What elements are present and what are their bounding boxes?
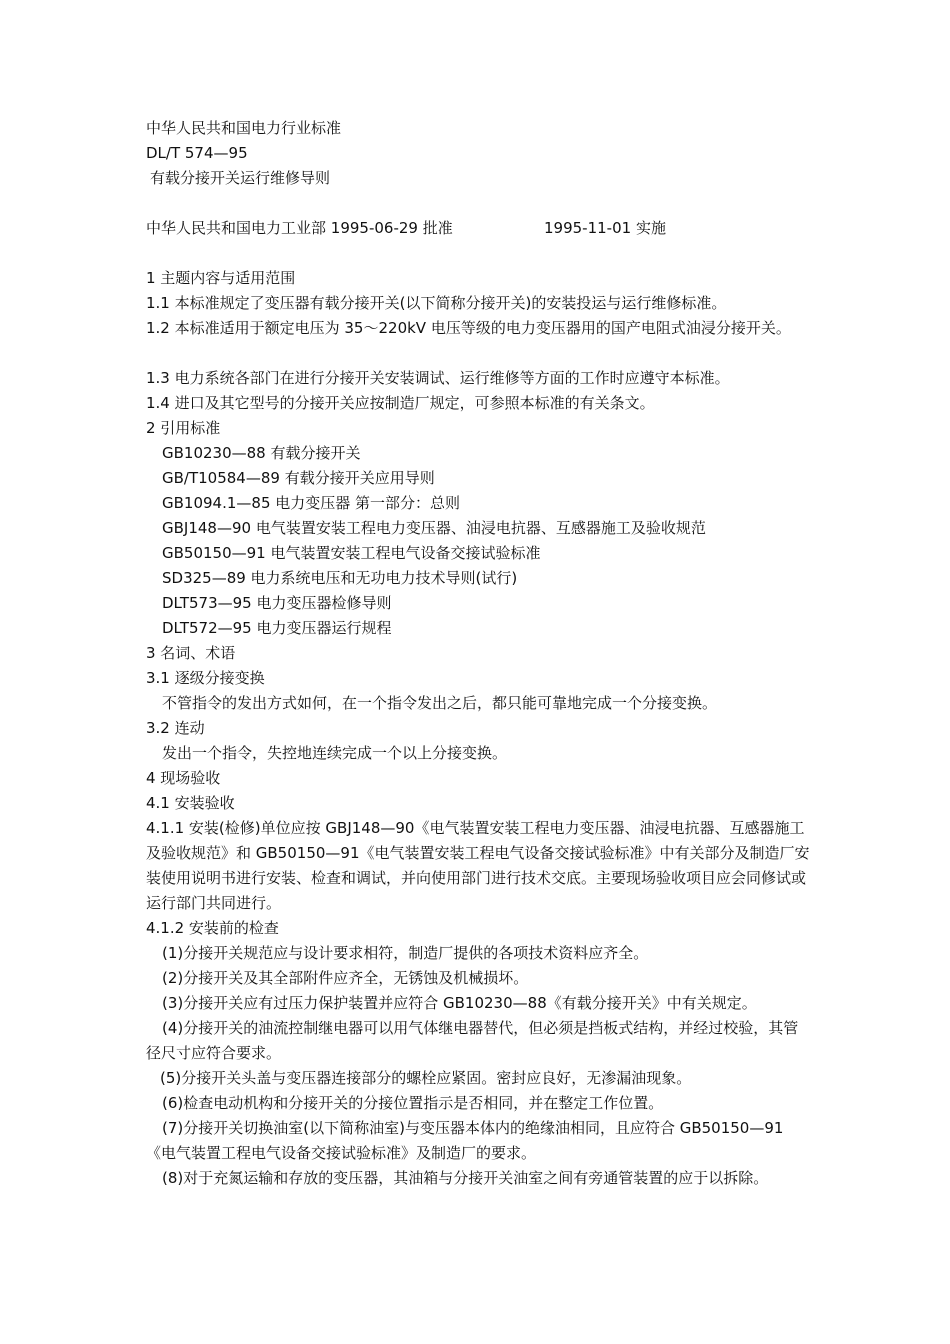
section-3-heading: 3 名词、术语 bbox=[146, 644, 236, 662]
clause-4-1-heading: 4.1 安装验收 bbox=[146, 794, 235, 812]
clause-1-3: 1.3 电力系统各部门在进行分接开关安装调试、运行维修等方面的工作时应遵守本标准。 bbox=[146, 369, 730, 387]
clause-3-2-text: 发出一个指令，失控地连续完成一个以上分接变换。 bbox=[162, 744, 508, 762]
clause-4-1-1: 4.1.1 安装(检修)单位应按 GBJ148—90《电气装置安装工程电力变压器、油浸电抗器、互感器施工及验收规范》和 GB50150—91《电气装置安装工程电气设备交接试验标准》中有关部分及制造厂安装使用说明书进行安装、检查和调试，并向使用部门进行技术交底。主要现场验收项目应会同修试或运行部门共同进行。 bbox=[146, 819, 810, 912]
check-item: (1)分接开关规范应与设计要求相符，制造厂提供的各项技术资料应齐全。 bbox=[162, 944, 649, 962]
reference-item: GB10230—88 有载分接开关 bbox=[162, 444, 361, 462]
reference-item: SD325—89 电力系统电压和无功电力技术导则(试行) bbox=[162, 569, 518, 587]
reference-item: GB1094.1—85 电力变压器 第一部分：总则 bbox=[162, 494, 461, 512]
approval-line: 中华人民共和国电力工业部 1995-06-29 批准 bbox=[146, 219, 453, 237]
clause-1-1: 1.1 本标准规定了变压器有载分接开关(以下简称分接开关)的安装投运与运行维修标准。 bbox=[146, 294, 727, 312]
reference-item: DLT572—95 电力变压器运行规程 bbox=[162, 619, 392, 637]
reference-item: DLT573—95 电力变压器检修导则 bbox=[162, 594, 392, 612]
clause-1-4: 1.4 进口及其它型号的分接开关应按制造厂规定，可参照本标准的有关条文。 bbox=[146, 394, 655, 412]
check-item: (7)分接开关切换油室(以下简称油室)与变压器本体内的绝缘油相同，且应符合 GB50150—91《电气装置工程电气设备交接试验标准》及制造厂的要求。 bbox=[146, 1119, 784, 1162]
check-item: (6)检查电动机构和分接开关的分接位置指示是否相同，并在整定工作位置。 bbox=[162, 1094, 664, 1112]
clause-3-2-heading: 3.2 连动 bbox=[146, 719, 205, 737]
section-2-heading: 2 引用标准 bbox=[146, 419, 221, 437]
check-item: (4)分接开关的油流控制继电器可以用气体继电器替代，但必须是挡板式结构，并经过校验，其管径尺寸应符合要求。 bbox=[146, 1019, 799, 1062]
section-4-heading: 4 现场验收 bbox=[146, 769, 221, 787]
clause-3-1-heading: 3.1 逐级分接变换 bbox=[146, 669, 265, 687]
check-item: (2)分接开关及其全部附件应齐全，无锈蚀及机械损坏。 bbox=[162, 969, 529, 987]
standard-code: DL/T 574—95 bbox=[146, 144, 248, 162]
reference-item: GB50150—91 电气装置安装工程电气设备交接试验标准 bbox=[162, 544, 541, 562]
section-1-heading: 1 主题内容与适用范围 bbox=[146, 269, 296, 287]
clause-4-1-2-heading: 4.1.2 安装前的检查 bbox=[146, 919, 279, 937]
check-item: (3)分接开关应有过压力保护装置并应符合 GB10230—88《有载分接开关》中有关规定。 bbox=[162, 994, 757, 1012]
standard-org: 中华人民共和国电力行业标准 bbox=[146, 119, 342, 137]
clause-3-1-text: 不管指令的发出方式如何，在一个指令发出之后，都只能可靠地完成一个分接变换。 bbox=[162, 694, 718, 712]
effective-date: 1995-11-01 实施 bbox=[544, 219, 666, 237]
reference-item: GBJ148—90 电气装置安装工程电力变压器、油浸电抗器、互感器施工及验收规范 bbox=[162, 519, 706, 537]
reference-item: GB/T10584—89 有载分接开关应用导则 bbox=[162, 469, 435, 487]
check-item: (5)分接开关头盖与变压器连接部分的螺栓应紧固。密封应良好，无渗漏油现象。 bbox=[160, 1069, 692, 1087]
clause-1-2: 1.2 本标准适用于额定电压为 35～220kV 电压等级的电力变压器用的国产电阻式油浸分接开关。 bbox=[146, 319, 791, 337]
document-title: 有载分接开关运行维修导则 bbox=[150, 169, 331, 187]
check-item: (8)对于充氮运输和存放的变压器，其油箱与分接开关油室之间有旁通管装置的应于以拆除。 bbox=[162, 1169, 769, 1187]
